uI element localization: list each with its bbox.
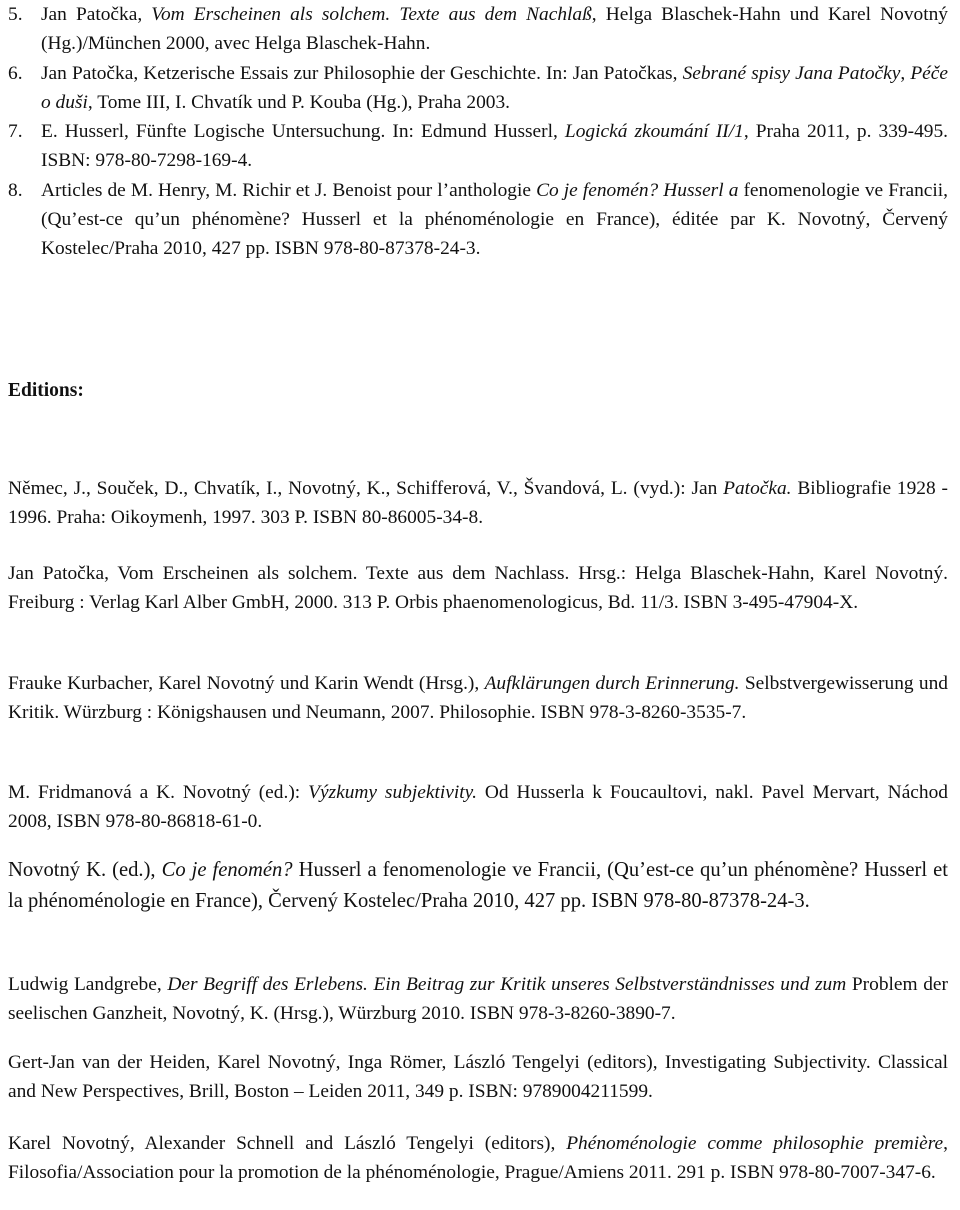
text-run: Ludwig Landgrebe, xyxy=(8,974,168,995)
text-run: Jan Patočka, Vom Erscheinen als solchem. Texte aus dem Nachlass. Hrsg.: Helga Blaschek-Hahn, Karel Novotný. Freiburg : Verlag Karl Alber GmbH, 2000. 313 P. Orbis phaenomenologicus, Bd. 11/3. ISBN 3-495-47904-X. xyxy=(8,563,948,614)
italic-title: Sebrané spisy Jana Patočky xyxy=(682,62,901,84)
edition-entry xyxy=(8,855,948,917)
italic-title: Der Begriff des Erlebens. Ein Beitrag zur Kritik unseres Selbstverständnisses und zum xyxy=(167,974,847,995)
italic-title: Patočka. xyxy=(723,478,792,499)
edition-entry xyxy=(8,970,948,1029)
item-number: 7. xyxy=(8,121,23,143)
edition-entry xyxy=(8,669,948,728)
text-run: , xyxy=(900,62,911,84)
text-run: Novotný K. (ed.), xyxy=(8,859,162,881)
list-item xyxy=(8,59,948,118)
edition-entry xyxy=(8,778,948,837)
italic-title: Co je fenomén? xyxy=(161,859,293,881)
list-item xyxy=(8,0,948,59)
text-run: Gert-Jan van der Heiden, Karel Novotný, Inga Römer, László Tengelyi (editors), Investigating Subjectivity. Classical and New Perspectives, Brill, Boston – Leiden 2011, 349 p. ISBN: 9789004211599. xyxy=(8,1052,948,1103)
text-run: Selbstvergewisserung und Kritik. Würzburg : Königshausen und Neumann, 2007. Philosophie. ISBN 978-3-8260-3535-7. xyxy=(8,673,949,724)
italic-title: Aufklärungen durch Erinnerung. xyxy=(484,673,740,694)
text-run: Němec, J., Souček, D., Chvatík, I., Novotný, K., Schifferová, V., Švandová, L. (vyd.): Jan xyxy=(8,478,724,499)
text-run: Articles de M. Henry, M. Richir et J. Benoist pour l’anthologie xyxy=(41,179,537,201)
text-run: Karel Novotný, Alexander Schnell and László Tengelyi (editors), xyxy=(8,1133,567,1154)
item-number: 5. xyxy=(8,4,23,25)
edition-entry xyxy=(8,559,948,618)
text-run: M. Fridmanová a K. Novotný (ed.): xyxy=(8,782,309,803)
italic-title: Logická zkoumání II/1 xyxy=(564,121,744,143)
text-run: Problem der seelischen Ganzheit, Novotný, K. (Hrsg.), Würzburg 2010. ISBN 978-3-8260-3890-7. xyxy=(8,974,948,1025)
editions-heading: Editions: xyxy=(8,380,84,401)
text-run: fenomenologie ve Francii, (Qu’est-ce qu’un phénomène? Husserl et la phénoménologie en France), éditée par K. Novotný, Červený Kostelec/Praha 2010, 427 pp. ISBN 978-80-87378-24-3. xyxy=(41,179,948,260)
text-run: Jan Patočka, Ketzerische Essais zur Philosophie der Geschichte. In: Jan Patočkas, xyxy=(41,62,683,84)
text-run: Jan Patočka, xyxy=(41,4,152,25)
edition-entry xyxy=(8,474,948,533)
text-run: Bibliografie 1928 - 1996. Praha: Oikoymenh, 1997. 303 P. ISBN 80-86005-34-8. xyxy=(8,478,948,529)
edition-entry xyxy=(8,1129,948,1188)
item-number: 8. xyxy=(8,179,23,201)
text-run: , Praha 2011, p. 339-495. ISBN: 978-80-7298-169-4. xyxy=(41,121,948,172)
italic-title: Péče o duši xyxy=(41,62,948,113)
list-item xyxy=(8,117,948,176)
text-run: Frauke Kurbacher, Karel Novotný und Karin Wendt (Hrsg.), xyxy=(8,673,485,694)
item-number: 6. xyxy=(8,62,23,84)
italic-title: Výzkumy subjektivity. xyxy=(308,782,477,803)
numbered-list xyxy=(8,0,948,264)
text-run: , Tome III, I. Chvatík und P. Kouba (Hg.), Praha 2003. xyxy=(87,91,510,113)
text-run: , Filosofia/Association pour la promotion de la phénoménologie, Prague/Amiens 2011. 291 p. ISBN 978-80-7007-347-6. xyxy=(8,1133,949,1184)
italic-title: Co je fenomén? Husserl a xyxy=(536,179,739,201)
text-run: , Helga Blaschek-Hahn und Karel Novotný (Hg.)/München 2000, avec Helga Blaschek-Hahn. xyxy=(41,4,948,55)
edition-entry xyxy=(8,1048,948,1107)
text-run: E. Husserl, Fünfte Logische Untersuchung. In: Edmund Husserl, xyxy=(41,121,565,143)
text-run: Od Husserla k Foucaultovi, nakl. Pavel Mervart, Náchod 2008, ISBN 978-80-86818-61-0. xyxy=(8,782,948,833)
italic-title: Vom Erscheinen als solchem. Texte aus dem Nachlaß xyxy=(151,4,592,25)
text-run: Husserl a fenomenologie ve Francii, (Qu’est-ce qu’un phénomène? Husserl et la phénoménologie en France), Červený Kostelec/Praha 2010, 427 pp. ISBN 978-80-87378-24-3. xyxy=(8,859,948,912)
italic-title: Phénoménologie comme philosophie première xyxy=(566,1133,944,1154)
list-item xyxy=(8,176,948,264)
